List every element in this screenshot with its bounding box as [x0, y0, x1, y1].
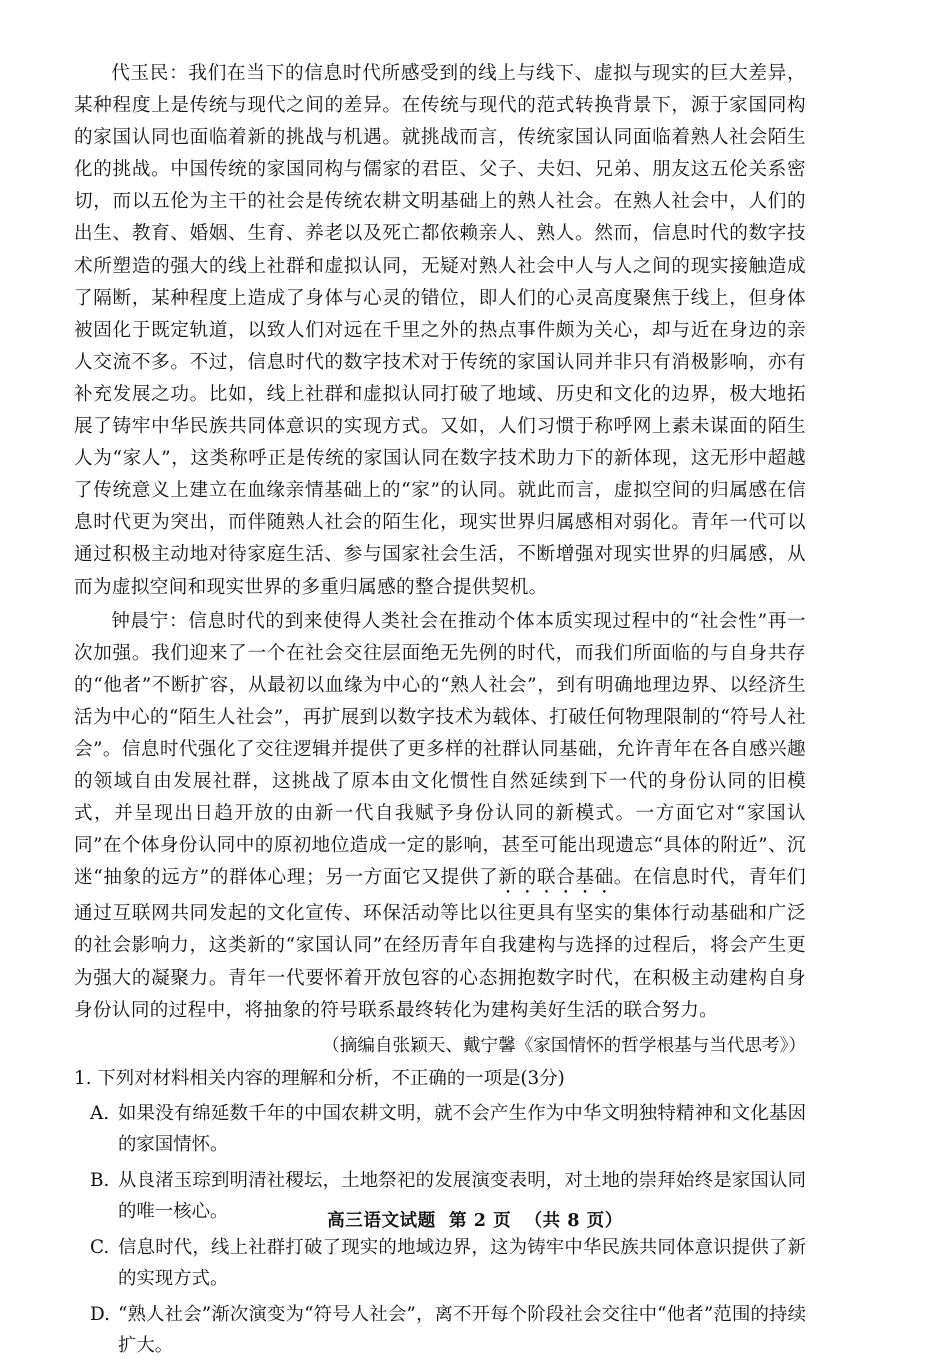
option-d-letter: D. [90, 1303, 110, 1325]
option-c-text: 信息时代，线上社群打破了现实的地域边界，这为铸牢中华民族共同体意识提供了新的实现方式。 [118, 1236, 806, 1290]
passage-paragraph-2 [74, 606, 806, 1027]
footer-title: 高三语文试题 [327, 1210, 436, 1231]
option-b-text: 从良渚玉琮到明清社稷坛，土地祭祀的发展演变表明，对土地的崇拜始终是家国认同的唯一核心。 [118, 1169, 806, 1223]
footer-page-number: 第 2 页 [449, 1210, 512, 1231]
option-c-letter: C. [90, 1236, 110, 1258]
paragraph-2-text-before: 钟晨宁：信息时代的到来使得人类社会在推动个体本质实现过程中的“社会性”再一次加强。我们迎来了一个在社会交往层面绝无先例的时代，而我们所面临的与自身共存的“他者”不断扩容，从最初以血缘为中心的“熟人社会”，到有明确地理边界、以经济生活为中心的“陌生人社会”，再扩展到以数字技术为载体、打破任何物理限制的“符号人社会”。信息时代强化了交往逻辑并提供了更多样的社群认同基础，允许青年在各自感兴趣的领域自由发展社群，这挑战了原本由文化惯性自然延续到下一代的身份认同的旧模式，并呈现出日趋开放的由新一代自我赋予身份认同的新模式。一方面它对“家国认同”在个体身份认同中的原初地位造成一定的影响，甚至可能出现遗忘“具体的附近”、沉迷“抽象的远方”的群体心理；另一方面它又提供了 [74, 610, 806, 889]
paragraph-2-text-after: 。在信息时代，青年们通过互联网共同发起的文化宣传、环保活动等比以往更具有坚实的集体行动基础和广泛的社会影响力，这类新的“家国认同”在经历青年自我建构与选择的过程后，将会产生更为强大的凝聚力。青年一代要怀着开放包容的心态拥抱数字时代，在积极主动建构自身身份认同的过程中，将抽象的符号联系最终转化为建构美好生活的联合努力。 [74, 867, 806, 1021]
option-b-letter: B. [90, 1169, 110, 1191]
question-1-stem: 1. 下列对材料相关内容的理解和分析，不正确的一项是(3分) [74, 1067, 565, 1089]
passage-source: （摘编自张颖天、戴宁馨《家国情怀的哲学根基与当代思考》） [322, 1035, 806, 1056]
option-c [90, 1232, 806, 1295]
footer-total-pages: （共 8 页） [524, 1210, 623, 1231]
passage-paragraph-1: 代玉民：我们在当下的信息时代所感受到的线上与线下、虚拟与现实的巨大差异，某种程度上是传统与现代之间的差异。在传统与现代的范式转换背景下，源于家国同构的家国认同也面临着新的挑战与机遇。就挑战而言，传统家国认同面临着熟人社会陌生化的挑战。中国传统的家国同构与儒家的君臣、父子、夫妇、兄弟、朋友这五伦关系密切，而以五伦为主干的社会是传统农耕文明基础上的熟人社会。在熟人社会中，人们的出生、教育、婚姻、生育、养老以及死亡都依赖亲人、熟人。然而，信息时代的数字技术所塑造的强大的线上社群和虚拟认同，无疑对熟人社会中人与人之间的现实接触造成了隔断，某种程度上造成了身体与心灵的错位，即人们的心灵高度聚焦于线上，但身体被固化于既定轨道，以致人们对远在千里之外的热点事件颇为关心，却与近在身边的亲人交流不多。不过，信息时代的数字技术对于传统的家国认同并非只有消极影响，亦有补充发展之功。比如，线上社群和虚拟认同打破了地域、历史和文化的边界，极大地拓展了铸牢中华民族共同体意识的实现方式。又如，人们习惯于称呼网上素未谋面的陌生人为“家人”，这类称呼正是传统的家国认同在数字技术助力下的新体现，这无形中超越了传统意义上建立在血缘亲情基础上的“家”的认同。就此而言，虚拟空间的归属感在信息时代更为突出，而伴随熟人社会的陌生化，现实世界归属感相对弱化。青年一代可以通过积极主动地对待家庭生活、参与国家社会生活，不断增强对现实世界的归属感，从而为虚拟空间和现实世界的多重归属感的整合提供契机。 [74, 63, 806, 598]
option-a [90, 1098, 806, 1161]
option-d-text: “熟人社会”渐次演变为“符号人社会”，离不开每个阶段社会交往中“他者”范围的持续扩大。 [118, 1303, 806, 1357]
exam-page [74, 58, 806, 1362]
option-a-letter: A. [90, 1102, 110, 1124]
emphasized-phrase: 新的联合基础 [498, 867, 614, 889]
option-d [90, 1299, 806, 1362]
option-a-text: 如果没有绵延数千年的中国农耕文明，就不会产生作为中华文明独特精神和文化基因的家国情怀。 [118, 1102, 806, 1156]
page-footer [0, 1207, 950, 1232]
